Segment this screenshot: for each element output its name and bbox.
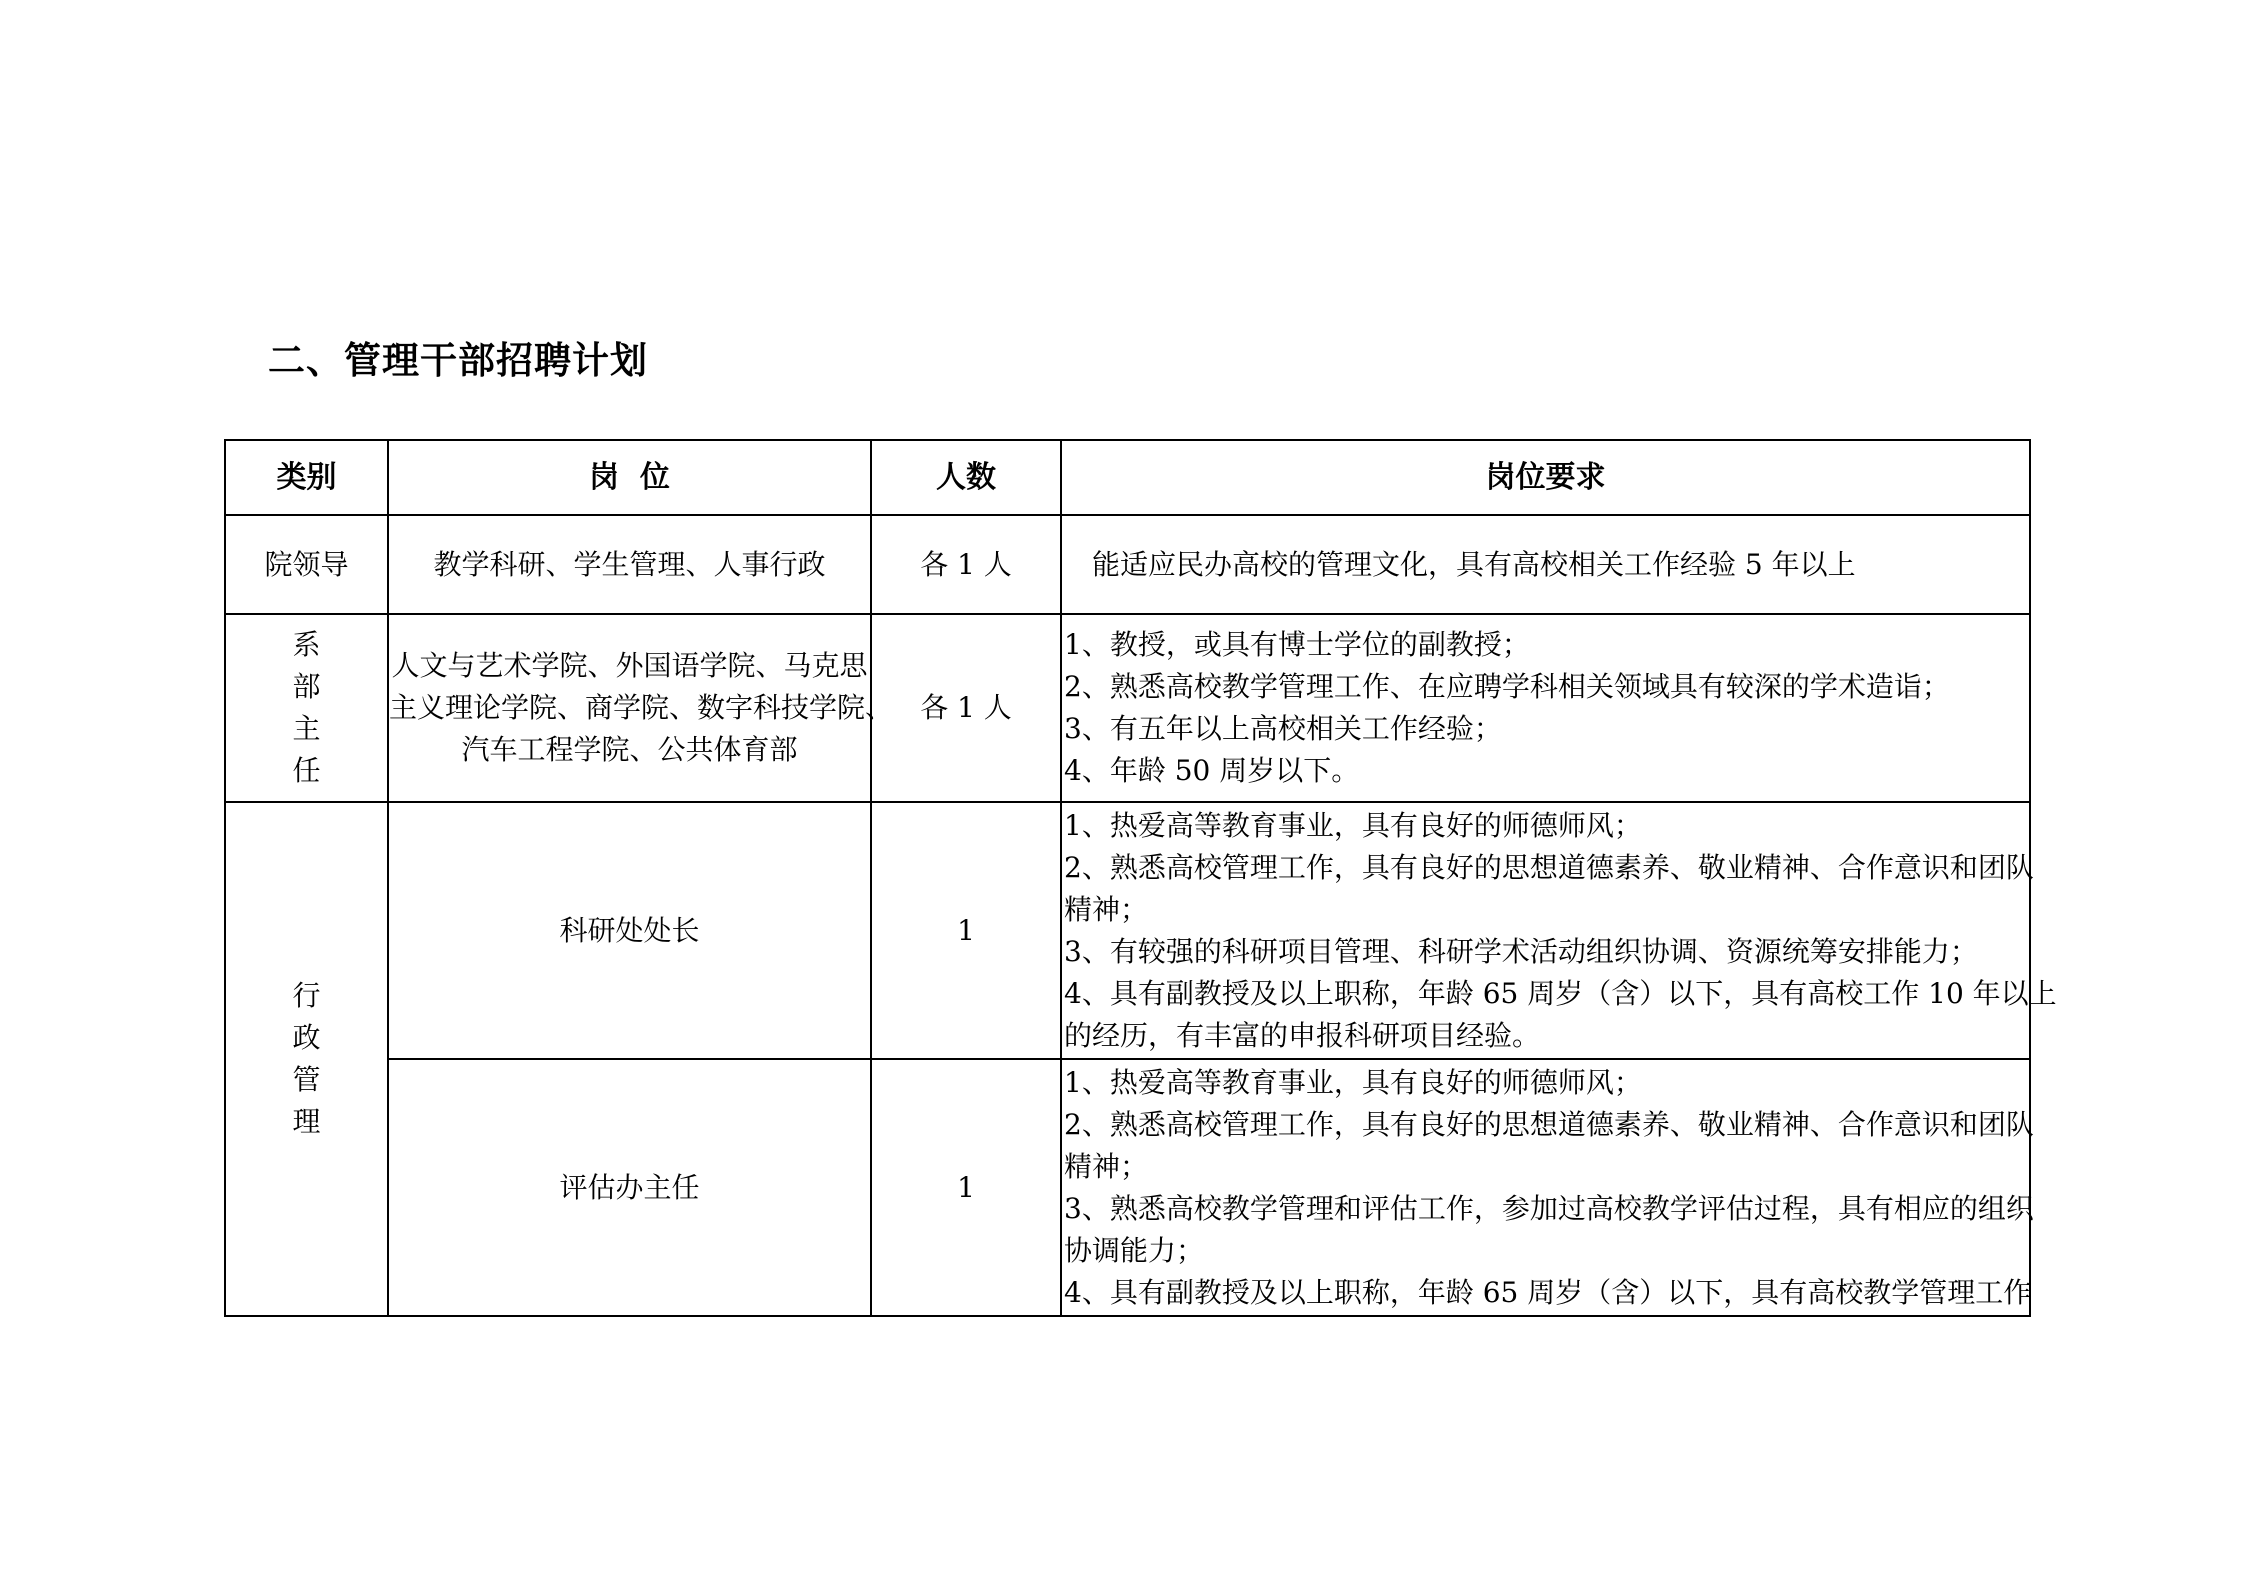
header-position: 岗 位 [388,440,871,515]
requirement-line: 3、有五年以上高校相关工作经验； [1064,712,1502,745]
requirements-cell: 能适应民办高校的管理文化，具有高校相关工作经验 5 年以上 [1061,515,2030,614]
requirement-line: 1、热爱高等教育事业，具有良好的师德师风； [1064,808,1642,842]
table-row [225,515,2030,614]
table-row [225,802,2030,1059]
header-category: 类别 [225,440,388,515]
requirement-line: 3、熟悉高校教学管理和评估工作，参加过高校教学评估过程，具有相应的组织 [1064,1191,2034,1225]
category-char: 理 [292,1105,321,1138]
table-header-row [225,440,2030,515]
table-row [225,1059,2030,1316]
position-cell [388,614,894,802]
count-cell: 各 1 人 [871,515,1061,614]
requirement-line: 4、年龄 50 周岁以下。 [1064,754,1360,787]
requirement-line: 2、熟悉高校教学管理工作、在应聘学科相关领域具有较深的学术造诣； [1064,670,1950,703]
category-char: 管 [292,1063,321,1096]
requirement-line: 3、有较强的科研项目管理、科研学术活动组织协调、资源统筹安排能力； [1064,934,1978,968]
requirement-line: 2、熟悉高校管理工作，具有良好的思想道德素养、敬业精神、合作意识和团队 [1064,850,2034,884]
requirement-line: 的经历，有丰富的申报科研项目经验。 [1064,1018,1541,1052]
category-char: 主 [292,712,321,745]
count-cell: 1 [871,802,1061,1059]
requirement-line: 1、教授，或具有博士学位的副教授； [1064,628,1530,661]
requirements-cell [1061,614,2030,802]
position-line: 人文与艺术学院、外国语学院、马克思 [391,649,868,682]
position-cell: 教学科研、学生管理、人事行政 [388,515,871,614]
recruitment-table [224,439,2057,1317]
category-cell: 院领导 [225,515,388,614]
category-char: 任 [292,754,321,787]
header-requirements: 岗位要求 [1061,440,2030,515]
requirement-line: 协调能力； [1064,1233,1205,1267]
requirement-line: 4、具有副教授及以上职称，年龄 65 周岁（含）以下，具有高校工作 10 年以上 [1064,976,2057,1010]
requirement-line: 精神； [1064,892,1149,926]
category-char: 部 [292,670,321,703]
category-cell [225,802,388,1316]
category-char: 系 [292,628,321,661]
header-count: 人数 [871,440,1061,515]
category-cell [225,614,388,802]
category-char: 行 [292,979,321,1012]
requirement-line: 2、熟悉高校管理工作，具有良好的思想道德素养、敬业精神、合作意识和团队 [1064,1107,2034,1141]
position-line: 主义理论学院、商学院、数字科技学院、 [389,691,894,724]
requirements-cell [1061,802,2057,1059]
requirement-line: 精神； [1064,1149,1149,1183]
position-line: 汽车工程学院、公共体育部 [461,733,798,766]
requirement-line: 1、热爱高等教育事业，具有良好的师德师风； [1064,1065,1642,1099]
table-row [225,614,2030,802]
category-char: 政 [292,1021,321,1054]
count-cell: 1 [871,1059,1061,1316]
requirement-line: 4、具有副教授及以上职称，年龄 65 周岁（含）以下，具有高校教学管理工作 [1064,1275,2032,1309]
position-cell: 评估办主任 [388,1059,871,1316]
count-cell: 各 1 人 [871,614,1061,802]
requirements-cell [1061,1059,2034,1316]
position-cell: 科研处处长 [388,802,871,1059]
page-heading: 二、管理干部招聘计划 [268,338,648,382]
